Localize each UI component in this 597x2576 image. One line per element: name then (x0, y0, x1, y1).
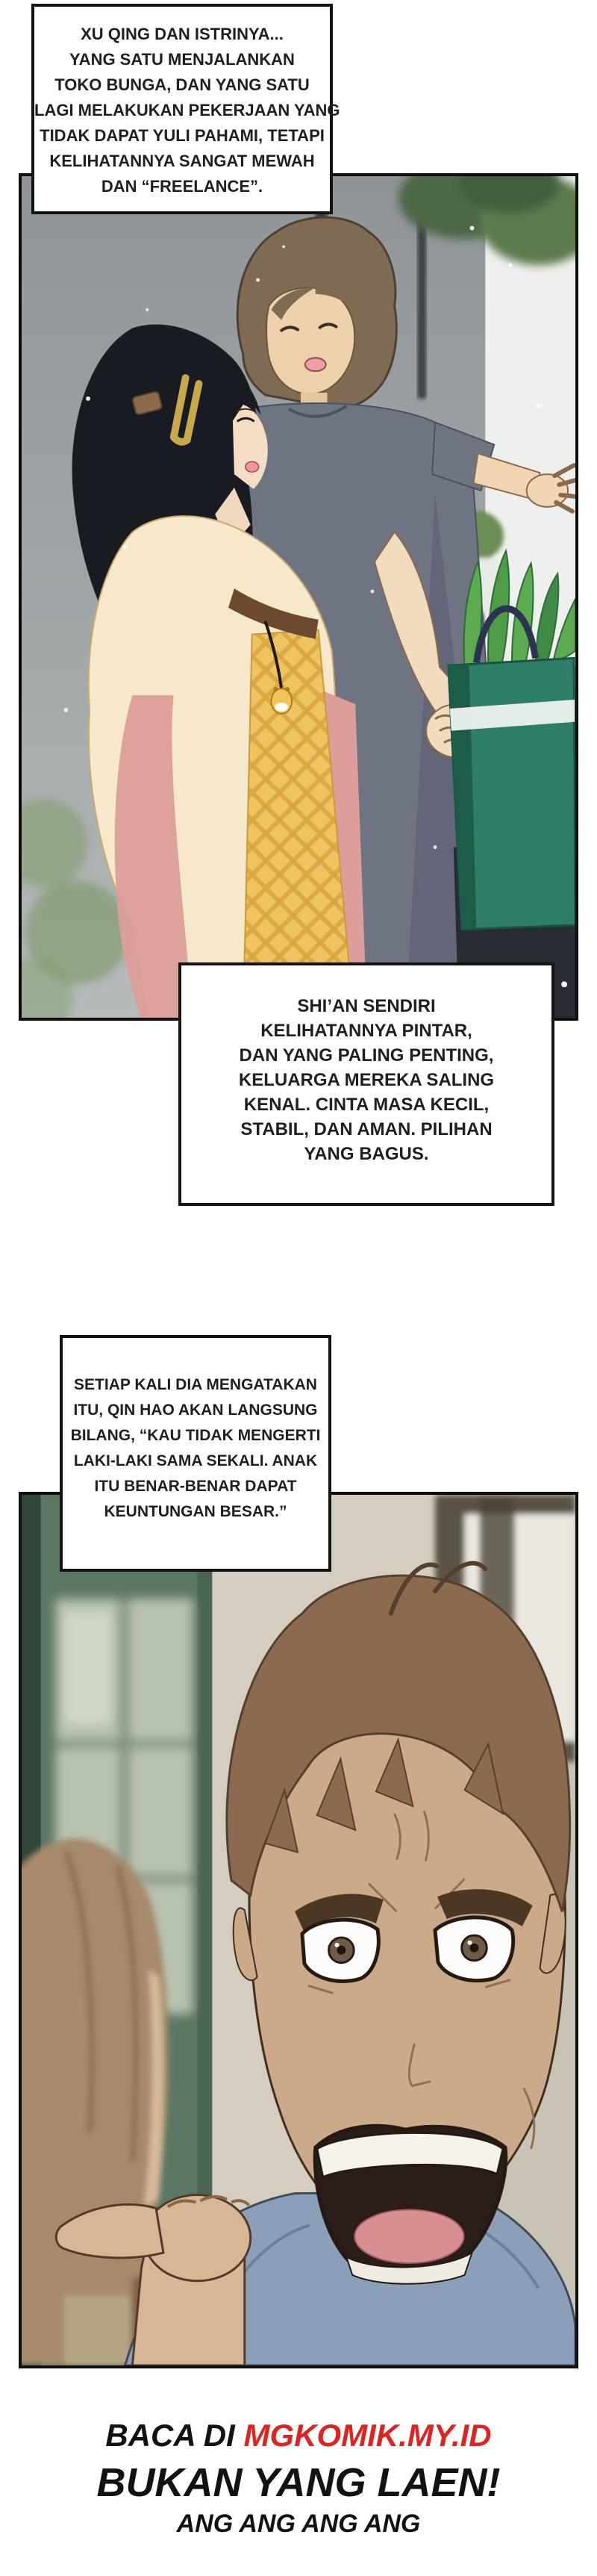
caption-line: YANG BAGUS. (304, 1144, 429, 1164)
smiling-mouth (305, 358, 326, 371)
caption-line: BILANG, “KAU TIDAK MENGERTI (70, 1427, 321, 1444)
caption-line: DAN “FREELANCE”. (101, 177, 263, 196)
caption-line: YANG SATU MENJALANKAN (69, 50, 295, 69)
caption-line: DAN YANG PALING PENTING, (239, 1045, 494, 1065)
panel-2-art (22, 1495, 575, 2365)
caption-line: KEUNTUNGAN BESAR.” (104, 1503, 287, 1520)
tongue (354, 2209, 463, 2263)
caption-line: KELIHATANNYA SANGAT MEWAH (49, 152, 315, 170)
caption-line: STABIL, DAN AMAN. PILIHAN (240, 1119, 493, 1139)
caption-line: ITU, QIN HAO AKAN LANGSUNG (73, 1401, 318, 1419)
caption-line: KELUARGA MEREKA SALING (238, 1070, 495, 1090)
caption-bubble-1 (31, 4, 340, 214)
footer-line-read-at (0, 2413, 597, 2458)
plant-pot (448, 550, 575, 929)
giraffe-pendant (271, 687, 292, 714)
caption-line: SETIAP KALI DIA MENGATAKAN (74, 1376, 317, 1393)
blurred-object-khaki (64, 2296, 129, 2365)
caption-bubble-3 (60, 1335, 331, 1572)
footer-line-not-other: BUKAN YANG LAEN! (96, 2460, 501, 2505)
caption-line: ITU BENAR-BENAR DAPAT (94, 1478, 297, 1495)
panel-flower-shop-scene (19, 173, 578, 1021)
caption-line: KENAL. CINTA MASA KECIL, (243, 1095, 490, 1115)
footer-read-at-text: BACA DI (105, 2418, 235, 2453)
caption-bubble-2 (178, 962, 554, 1206)
footer-promo (0, 2413, 597, 2540)
right-eye (435, 1917, 513, 1981)
caption-line: LAGI MELAKUKAN PEKERJAAN YANG (34, 101, 340, 119)
caption-line: SHI’AN SENDIRI (297, 996, 436, 1016)
caption-line: TOKO BUNGA, DAN YANG SATU (54, 75, 310, 94)
open-smiling-mouth (246, 461, 259, 472)
panel-1-art (22, 176, 575, 1018)
footer-site-name: MGKOMIK.MY.ID (243, 2418, 492, 2453)
caption-line: LAKI-LAKI SAMA SEKALI. ANAK (73, 1452, 318, 1469)
caption-line: KELIHATANNYA PINTAR, (260, 1021, 472, 1041)
caption-line: TIDAK DAPAT YULI PAHAMI, TETAPI (40, 126, 325, 145)
left-eye (302, 1920, 378, 1981)
caption-line: XU QING DAN ISTRINYA... (81, 25, 284, 43)
panel-shocked-man-scene (19, 1492, 578, 2368)
footer-line-sfx: ANG ANG ANG ANG (176, 2510, 421, 2538)
